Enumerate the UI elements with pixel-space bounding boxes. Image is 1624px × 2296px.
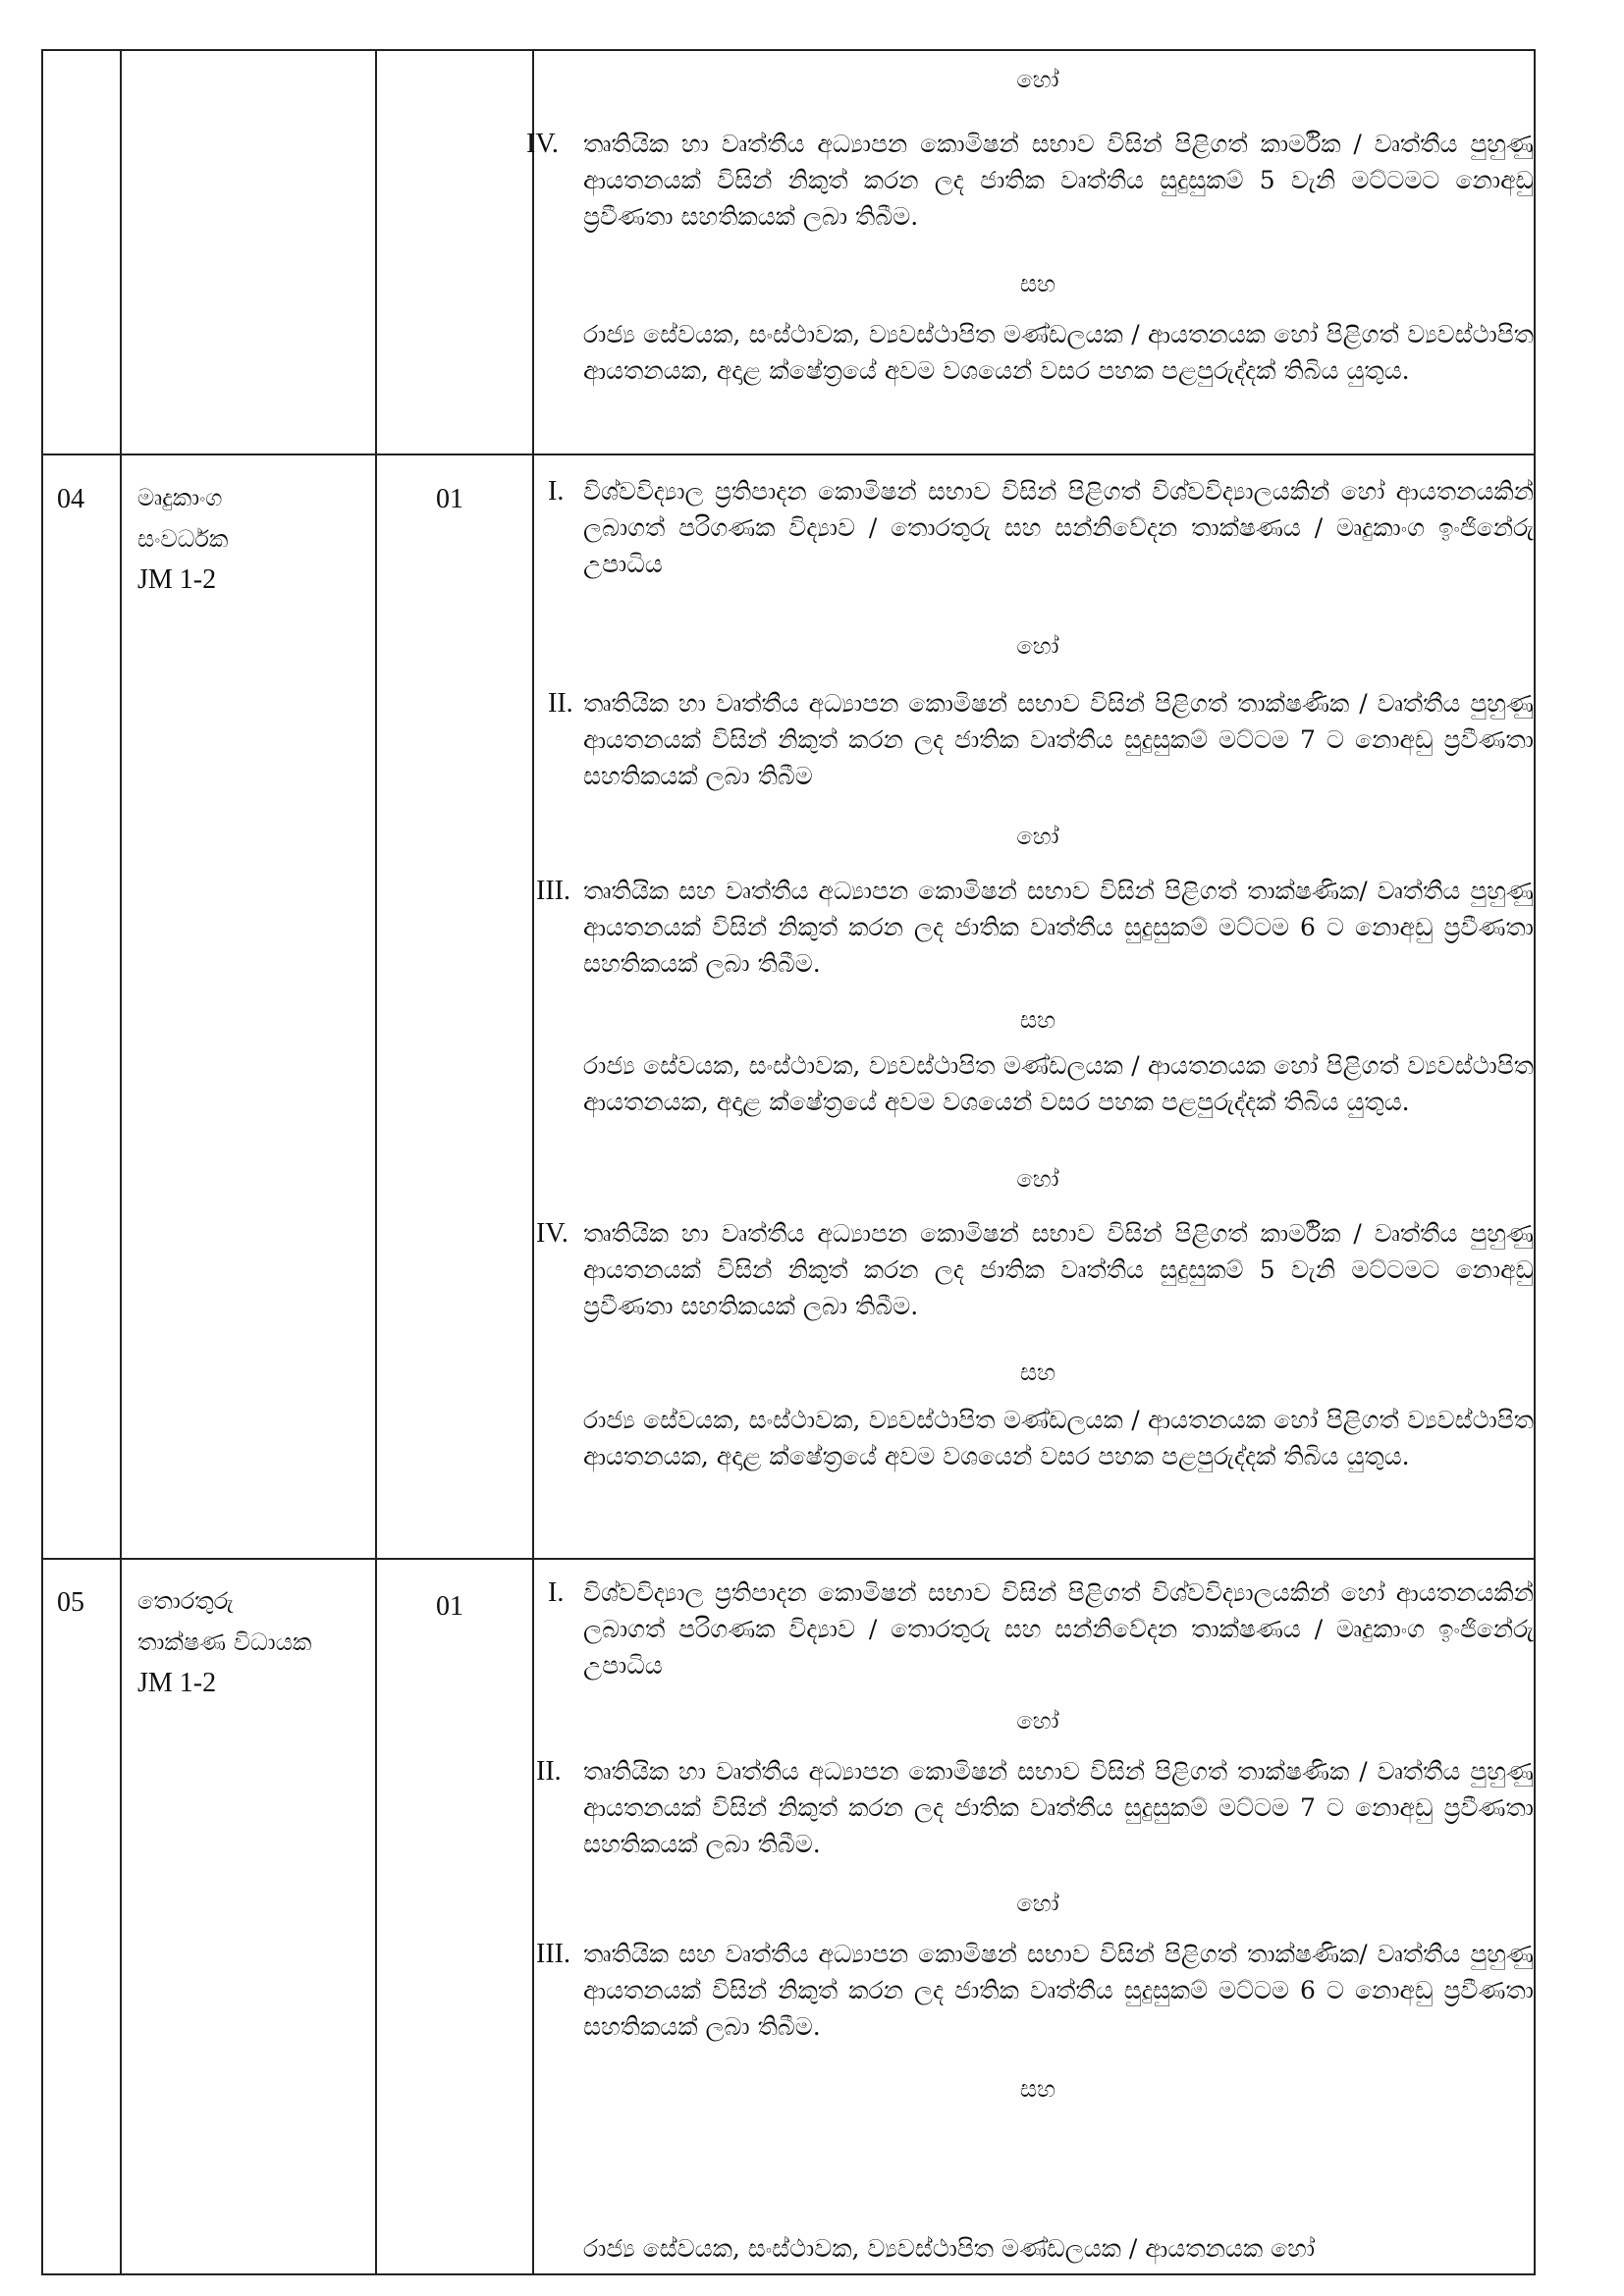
item-text: විශ්වවිද්‍යාල ප්‍රතිපාදන කොමිෂන් සභාව විසින් පිළිගත් විශ්වවිද්‍යාලයකින් හෝ ආයතනයකින් ලබාගත් පරිගණක විද්‍යාව / තොරතුරු සහ සන්නිවේදන තාක්ෂණය / මෘදුකාංග ඉංජිනේරු උපාධිය <box>583 477 1534 578</box>
vacancy-count: 01 <box>436 1591 463 1622</box>
post-name <box>137 477 369 601</box>
experience-requirement: රාජ්‍ය සේවයක, සංස්ථාවක, ව්‍යවස්ථාපිත මණ්ඩලයක / ආයතනයක හෝ පිළිගත් ව්‍යවස්ථාපිත ආයතනයක, අදාළ ක්ෂේත්‍රයේ අවම වශයෙන් වසර පහක පළපුරුද්දක් තිබිය යුතුය. <box>583 1406 1534 1470</box>
post-name-line2: සංවර්ධක <box>137 525 229 553</box>
qualification-item-ii <box>536 1753 1534 1862</box>
item-number: IV. <box>526 129 559 159</box>
salary-code: JM 1-2 <box>137 564 217 595</box>
and-separator: සහ <box>1019 1006 1056 1034</box>
item-number: II. <box>536 1756 562 1787</box>
row-number: 05 <box>57 1587 84 1618</box>
or-separator: හෝ <box>1016 1890 1059 1917</box>
item-text: තෘතියික සහ වෘත්තීය අධ්‍යාපන කොමිෂන් සභාව විසින් පිළිගත් තාක්ෂණික/ වෘත්තීය පුහුණු ආයතනයක් විසින් නිකුත් කරන ලද ජාතික වෘත්තීය සුදුසුකම් මට්ටම 6 ට නොඅඩු ප්‍රවීණතා සහතිකයක් ලබා තිබීම. <box>583 877 1534 978</box>
item-text: තෘතියික සහ වෘත්තීය අධ්‍යාපන කොමිෂන් සභාව විසින් පිළිගත් තාක්ෂණික/ වෘත්තීය පුහුණු ආයතනයක් විසින් නිකුත් කරන ලද ජාතික වෘත්තීය සුදුසුකම් මට්ටම 6 ට නොඅඩු ප්‍රවීණතා සහතිකයක් ලබා තිබීම. <box>583 1940 1534 2041</box>
column-line-3 <box>532 49 534 2275</box>
column-line-1 <box>120 49 122 2275</box>
item-text: විශ්වවිද්‍යාල ප්‍රතිපාදන කොමිෂන් සභාව විසින් පිළිගත් විශ්වවිද්‍යාලයකින් හෝ ආයතනයකින් ලබාගත් පරිගණක විද්‍යාව / තොරතුරු සහ සන්නිවේදන තාක්ෂණය / මෘදුකාංග ඉංජිනේරු උපාධිය <box>583 1578 1534 1680</box>
experience-requirement-partial: රාජ්‍ය සේවයක, සංස්ථාවක, ව්‍යවස්ථාපිත මණ්ඩලයක / ආයතනයක හෝ <box>583 2234 1316 2263</box>
post-name-line1: තොරතුරු <box>137 1587 234 1615</box>
post-name-line1: මෘදුකාංග <box>137 484 223 511</box>
item-number: I. <box>548 476 565 507</box>
post-name <box>137 1580 369 1704</box>
and-separator: සහ <box>1019 270 1056 297</box>
qualification-item-i <box>542 473 1534 582</box>
qualification-item-iv <box>536 1215 1534 1324</box>
item-number: IV. <box>536 1218 568 1249</box>
qualification-item-iv <box>526 126 1534 235</box>
item-number: I. <box>548 1577 565 1608</box>
or-separator: හෝ <box>1016 823 1059 850</box>
table-border-bottom <box>41 2273 1536 2275</box>
qualification-item-iii <box>536 873 1534 982</box>
or-separator: හෝ <box>1016 1707 1059 1735</box>
or-separator: හෝ <box>1016 1165 1059 1193</box>
item-text: තෘතියික හා වෘත්තීය අධ්‍යාපන කොමිෂන් සභාව විසින් පිළිගත් තාක්ෂණික / වෘත්තීය පුහුණු ආයතනයක් විසින් නිකුත් කරන ලද ජාතික වෘත්තීය සුදුසුකම් මට්ටම 7 ට නොඅඩු ප්‍රවීණතා සහතිකයක් ලබා තිබීම. <box>583 1757 1534 1858</box>
column-line-0 <box>41 49 43 2275</box>
row-divider-2 <box>41 1558 1536 1560</box>
column-line-2 <box>375 49 377 2275</box>
row-divider-1 <box>41 454 1536 455</box>
table-border-top <box>41 49 1536 51</box>
qualification-item-iii <box>536 1936 1534 2045</box>
row-number: 04 <box>57 484 84 514</box>
or-separator: හෝ <box>1016 632 1059 660</box>
and-separator: සහ <box>1019 2075 1056 2103</box>
item-number: III. <box>536 1939 570 1969</box>
qualification-item-ii <box>542 685 1534 794</box>
salary-code: JM 1-2 <box>137 1668 217 1698</box>
qualification-item-i <box>542 1575 1534 1683</box>
experience-requirement: රාජ්‍ය සේවයක, සංස්ථාවක, ව්‍යවස්ථාපිත මණ්ඩලයක / ආයතනයක හෝ පිළිගත් ව්‍යවස්ථාපිත ආයතනයක, අදාළ ක්ෂේත්‍රයේ අවම වශයෙන් වසර පහක පළපුරුද්දක් තිබිය යුතුය. <box>583 1051 1534 1116</box>
item-text: තෘතියික හා වෘත්තීය අධ්‍යාපන කොමිෂන් සභාව විසින් පිළිගත් කාර්මික / වෘත්තීය පුහුණු ආයතනයක් විසින් නිකුත් කරන ලද ජාතික වෘත්තීය සුදුසුකම් 5 වැනි මට්ටමට නොඅඩු ප්‍රවීණතා සහතිකයක් ලබා තිබීම. <box>583 130 1534 231</box>
item-number: III. <box>536 876 570 906</box>
item-text: තෘතියික හා වෘත්තීය අධ්‍යාපන කොමිෂන් සභාව විසින් පිළිගත් කාර්මික / වෘත්තීය පුහුණු ආයතනයක් විසින් නිකුත් කරන ලද ජාතික වෘත්තීය සුදුසුකම් 5 වැනි මට්ටමට නොඅඩු ප්‍රවීණතා සහතිකයක් ලබා තිබීම. <box>583 1219 1534 1320</box>
item-text: තෘතියික හා වෘත්තීය අධ්‍යාපන කොමිෂන් සභාව විසින් පිළිගත් තාක්ෂණික / වෘත්තීය පුහුණු ආයතනයක් විසින් නිකුත් කරන ලද ජාතික වෘත්තීය සුදුසුකම් මට්ටම 7 ට නොඅඩු ප්‍රවීණතා සහතිකයක් ලබා තිබීම <box>583 689 1534 790</box>
and-separator: සහ <box>1019 1359 1056 1386</box>
experience-requirement: රාජ්‍ය සේවයක, සංස්ථාවක, ව්‍යවස්ථාපිත මණ්ඩලයක / ආයතනයක හෝ පිළිගත් ව්‍යවස්ථාපිත ආයතනයක, අදාළ ක්ෂේත්‍රයේ අවම වශයෙන් වසර පහක පළපුරුද්දක් තිබිය යුතුය. <box>583 320 1534 385</box>
or-separator: හෝ <box>1016 66 1059 93</box>
post-name-line2: තාක්ෂණ විධායක <box>137 1629 312 1656</box>
column-line-4 <box>1534 49 1536 2275</box>
vacancy-count: 01 <box>436 484 463 514</box>
item-number: II. <box>548 688 573 719</box>
